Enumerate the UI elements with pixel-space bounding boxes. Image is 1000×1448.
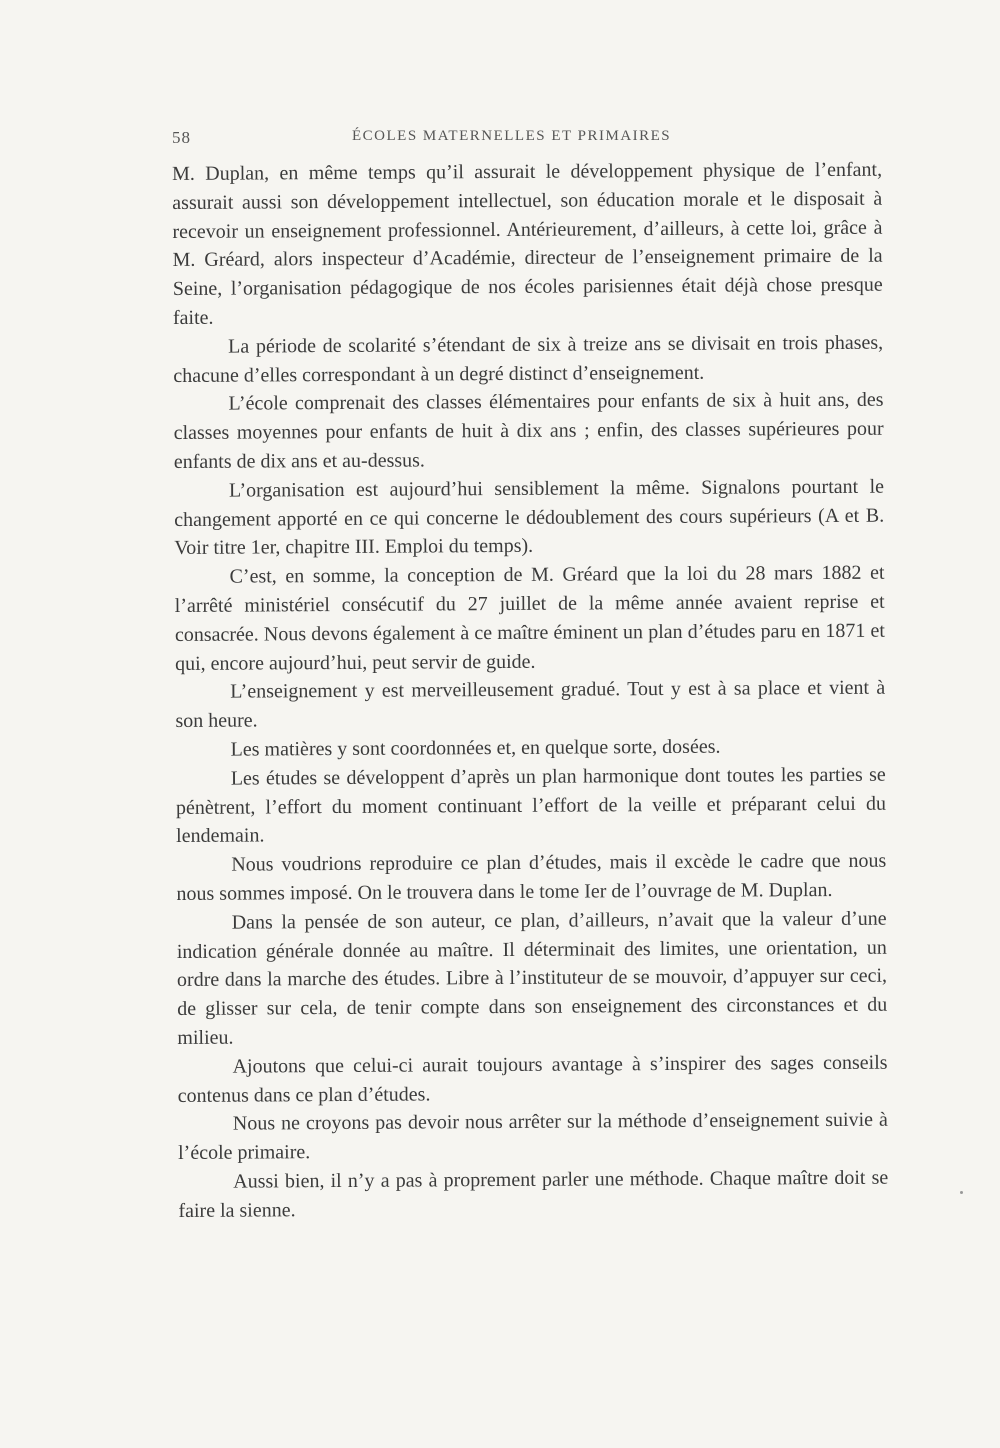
paragraph: Les études se développent d’après un plan harmonique dont toutes les parties se pénètrent, l’effort du moment continuant l’effort de la veille et préparant celui du lendemain. (175, 763, 887, 848)
ink-speck (960, 1191, 963, 1194)
paragraph: Nous ne croyons pas devoir nous arrêter sur la méthode d’enseignement suivie à l’école primaire. (177, 1108, 888, 1165)
running-title: ÉCOLES MATERNELLES ET PRIMAIRES (352, 128, 672, 144)
paragraph: C’est, en somme, la conception de M. Gréard que la loi du 28 mars 1882 et l’arrêté ministériel consécutif du 27 juillet de la même année avaient reprise et consacrée. Nous devons également à ce maître éminent un plan d’études paru en 1871 et qui, encore aujourd’hui, peut servir de guide. (174, 561, 885, 675)
paragraph: Ajoutons que celui-ci aurait toujours avantage à s’inspirer des sages conseils contenus dans ce plan d’études. (177, 1051, 888, 1107)
paragraph: Nous voudrions reproduire ce plan d’études, mais il excède le cadre que nous nous sommes imposé. On le trouvera dans le tome Ier de l’ouvrage de M. Duplan. (176, 849, 887, 905)
paragraph: L’enseignement y est merveilleusement gradué. Tout y est à sa place et vient à son heure. (175, 676, 886, 733)
body-text (172, 156, 888, 1226)
page-number: 58 (172, 128, 191, 147)
paragraph: L’organisation est aujourd’hui sensiblement la même. Signalons pourtant le changement apporté en ce qui concerne le dédoublement des cours supérieurs (A et B. Voir titre 1er, chapitre III. Emploi du temps). (174, 475, 885, 560)
paragraph: L’école comprenait des classes élémentaires pour enfants de six à huit ans, des classes moyennes pour enfants de huit à dix ans ; enfin, des classes supérieures pour enfants de dix ans et au-dessus. (173, 389, 884, 473)
paragraph: La période de scolarité s’étendant de six à treize ans se divisait en trois phases, chacune d’elles correspondant à un degré distinct d’enseignement. (173, 331, 884, 387)
paragraph: Aussi bien, il n’y a pas à proprement parler une méthode. Chaque maître doit se faire la sienne. (178, 1166, 889, 1222)
paragraph: Les matières y sont coordonnées et, en quelque sorte, dosées. (230, 735, 721, 761)
paragraph: M. Duplan, en même temps qu’il assurait le développement physique de l’enfant, assurait aussi son développement intellectuel, son éducation morale et le disposait à recevoir un enseignement professionnel. Antérieurement, d’ailleurs, à cette loi, grâce à M. Gréard, alors inspecteur d’Académie, directeur de l’enseignement primaire de la Seine, l’organisation pédagogique de nos écoles parisiennes était déjà chose presque faite. (172, 158, 883, 329)
page-header (172, 128, 882, 152)
paragraph: Dans la pensée de son auteur, ce plan, d’ailleurs, n’avait que la valeur d’une indication générale donnée au maître. Il déterminait des limites, une orientation, un ordre dans la marche des études. Libre à l’instituteur de se mouvoir, d’appuyer sur ceci, de glisser sur cela, de tenir compte dans son enseignement des circonstances et du milieu. (176, 907, 888, 1049)
